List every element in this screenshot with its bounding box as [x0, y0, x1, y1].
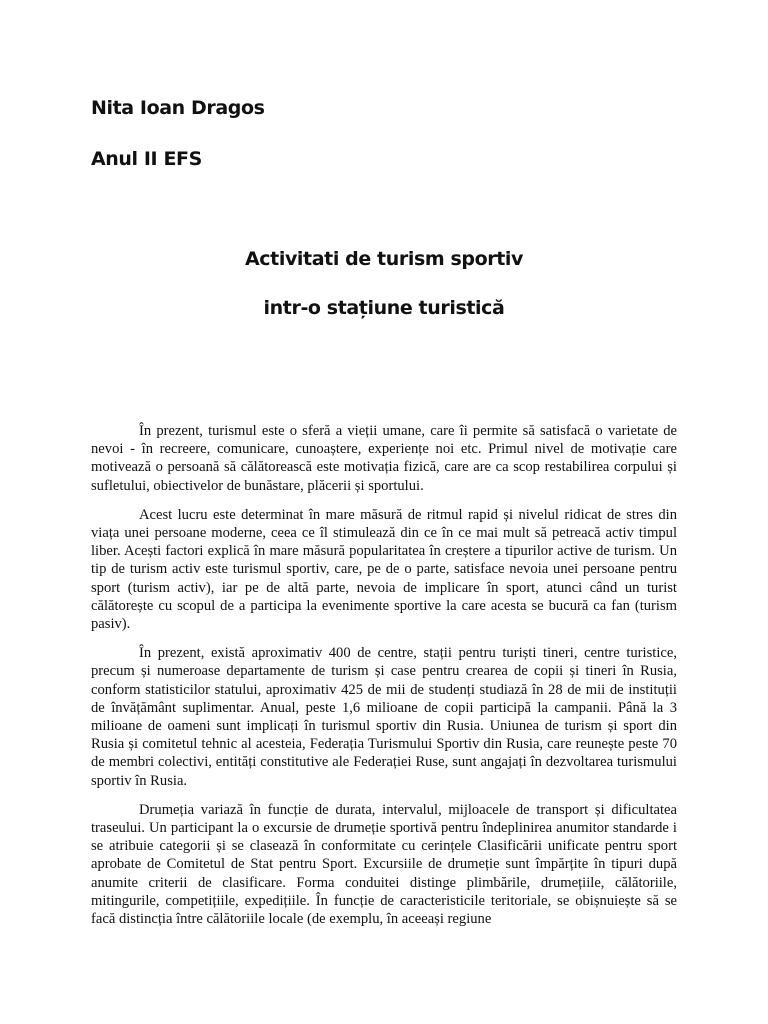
paragraph-2: Acest lucru este determinat în mare măsură de ritmul rapid și nivelul ridicat de stres din viața unei persoane moderne, ceea ce îl stimulează din ce în ce mai mult să petreacă activ timpul liber. Acești factori explică în mare măsură popularitatea în creștere a tipurilor active de turism. Un tip de turism activ este turismul sportiv, care, pe de o parte, satisface nevoia unei persoane pentru sport (turism activ), iar pe de altă parte, nevoia de implicare în sport, atunci când un turist călătorește cu scopul de a participa la evenimente sportive la care acesta se bucură ca fan (turism pasiv).	[91, 506, 677, 633]
document-title-line-1: Activitati de turism sportiv	[244, 248, 523, 270]
study-year: Anul II EFS	[91, 148, 202, 170]
paragraph-4: Drumeția variază în funcție de durata, intervalul, mijloacele de transport și dificultatea traseului. Un participant la o excursie de drumeție sportivă pentru îndeplinirea anumitor standarde i se atribuie categorii și se clasează în conformitate cu cerințele Clasificării unificate pentru sport aprobate de Comitetul de Stat pentru Sport. Excursiile de drumeție sunt împărțite în tipuri după anumite criterii de clasificare. Forma conduitei distinge plimbările, drumețiile, călătoriile, mitingurile, competițiile, expedițiile. În funcție de caracteristicile teritoriale, se obișnuiește să se facă distincția între călătoriile locale (de exemplu, în aceeași regiune	[91, 801, 677, 928]
paragraph-1: În prezent, turismul este o sferă a vieții umane, care îi permite să satisfacă o varietate de nevoi - în recreere, comunicare, cunoaștere, experiențe noi etc. Primul nivel de motivație care motivează o persoană să călătorească este motivația fizică, care are ca scop restabilirea corpului și sufletului, obiectivelor de bunăstare, plăcerii și sportului.	[91, 423, 677, 494]
paragraph-3: În prezent, există aproximativ 400 de centre, stații pentru turiști tineri, centre turistice, precum și numeroase departamente de turism și case pentru crearea de copii și tineri în Rusia, conform statisticilor statului, aproximativ 425 de mii de studenți studiază în 28 de mii de instituții de învățământ suplimentar. Anual, peste 1,6 milioane de copii participă la campanii. Până la 3 milioane de oameni sunt implicați în turismul sportiv din Rusia. Uniunea de turism și sport din Rusia și comitetul tehnic al acesteia, Federația Turismului Sportiv din Rusia, care reunește peste 70 de membri colectivi, entități constitutive ale Federației Ruse, sunt angajați în dezvoltarea turismului sportiv în Rusia.	[91, 645, 677, 789]
document-title-line-2: intr-o stațiune turistică	[263, 297, 505, 319]
document-body	[91, 422, 677, 939]
author-name: Nita Ioan Dragos	[91, 97, 265, 119]
